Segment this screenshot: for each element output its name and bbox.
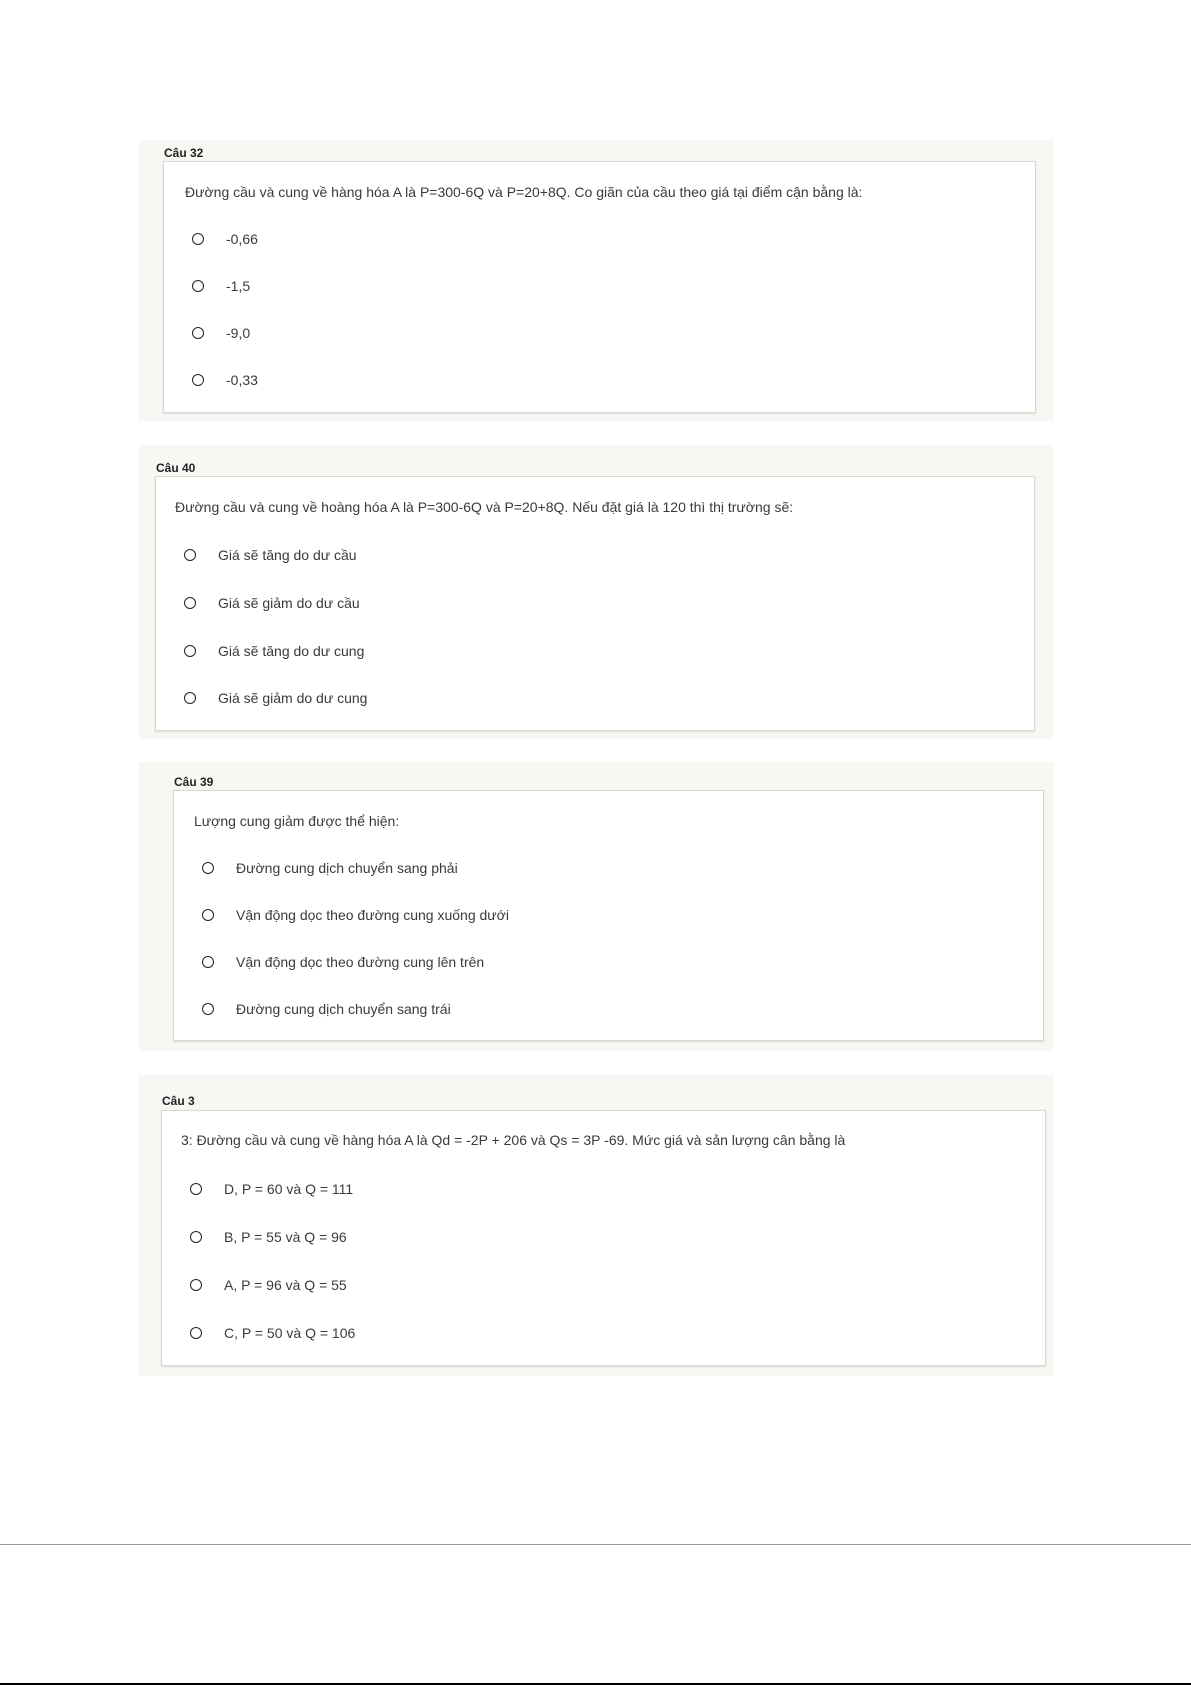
radio-button[interactable] <box>184 645 196 657</box>
answer-option-label: Vận động dọc theo đường cung lên trên <box>236 954 485 970</box>
radio-button[interactable] <box>192 280 204 292</box>
answer-option-label: Đường cung dịch chuyển sang trái <box>236 1001 451 1017</box>
answer-option[interactable] <box>192 228 258 250</box>
radio-button[interactable] <box>184 597 196 609</box>
question-number: Câu 3 <box>162 1094 195 1108</box>
answer-option[interactable] <box>184 592 360 614</box>
answer-option-label: -9,0 <box>226 325 251 341</box>
answer-option[interactable] <box>190 1274 347 1296</box>
answer-option-label: Đường cung dịch chuyển sang phải <box>236 860 458 876</box>
page-divider <box>0 1544 1191 1545</box>
answer-option-label: B, P = 55 và Q = 96 <box>224 1229 347 1245</box>
answer-option[interactable] <box>190 1322 355 1344</box>
answer-option-label: D, P = 60 và Q = 111 <box>224 1181 354 1197</box>
question-number: Câu 32 <box>164 146 204 160</box>
answer-option-label: Giá sẽ tăng do dư cung <box>218 643 365 659</box>
radio-button[interactable] <box>190 1231 202 1243</box>
radio-button[interactable] <box>184 549 196 561</box>
question-text: 3: Đường cầu và cung về hàng hóa A là Qd = -2P + 206 và Qs = 3P -69. Mức giá và sản lượng cân bằng là <box>181 1132 846 1148</box>
question-text: Lượng cung giảm được thể hiện: <box>194 813 400 829</box>
answer-option-label: -0,66 <box>226 231 258 247</box>
answer-option-label: -0,33 <box>226 372 258 388</box>
answer-option[interactable] <box>202 998 451 1020</box>
question-card <box>163 161 1036 413</box>
question-block-40 <box>139 445 1054 739</box>
answer-option-label: Vận động dọc theo đường cung xuống dưới <box>236 907 509 923</box>
answer-option[interactable] <box>190 1178 353 1200</box>
question-number: Câu 39 <box>174 775 214 789</box>
radio-button[interactable] <box>184 692 196 704</box>
answer-option-label: C, P = 50 và Q = 106 <box>224 1325 356 1341</box>
radio-button[interactable] <box>190 1327 202 1339</box>
radio-button[interactable] <box>192 327 204 339</box>
question-block-3 <box>139 1075 1054 1376</box>
radio-button[interactable] <box>202 909 214 921</box>
radio-button[interactable] <box>202 1003 214 1015</box>
radio-button[interactable] <box>202 956 214 968</box>
answer-option[interactable] <box>202 904 509 926</box>
question-card <box>155 476 1035 731</box>
question-block-32 <box>139 140 1054 421</box>
answer-option-label: Giá sẽ tăng do dư cầu <box>218 547 357 563</box>
question-block-39 <box>139 762 1054 1051</box>
radio-button[interactable] <box>192 374 204 386</box>
question-card <box>173 790 1044 1041</box>
question-card <box>161 1110 1046 1366</box>
answer-option[interactable] <box>192 369 258 391</box>
question-text: Đường cầu và cung về hàng hóa A là P=300-6Q và P=20+8Q. Co giãn của cầu theo giá tại điểm cận bằng là: <box>185 184 863 200</box>
answer-option[interactable] <box>184 687 367 709</box>
answer-option-label: -1,5 <box>226 278 251 294</box>
answer-option-label: Giá sẽ giảm do dư cầu <box>218 595 360 611</box>
radio-button[interactable] <box>190 1183 202 1195</box>
radio-button[interactable] <box>192 233 204 245</box>
answer-option-label: A, P = 96 và Q = 55 <box>224 1277 347 1293</box>
radio-button[interactable] <box>202 862 214 874</box>
question-text: Đường cầu và cung về hoàng hóa A là P=300-6Q và P=20+8Q. Nếu đặt giá là 120 thì thị trường sẽ: <box>175 499 794 515</box>
answer-option[interactable] <box>184 640 364 662</box>
answer-option-label: Giá sẽ giảm do dư cung <box>218 690 368 706</box>
question-number: Câu 40 <box>156 461 196 475</box>
answer-option[interactable] <box>202 857 458 879</box>
answer-option[interactable] <box>192 275 250 297</box>
radio-button[interactable] <box>190 1279 202 1291</box>
answer-option[interactable] <box>184 544 357 566</box>
answer-option[interactable] <box>202 951 484 973</box>
answer-option[interactable] <box>190 1226 347 1248</box>
answer-option[interactable] <box>192 322 250 344</box>
